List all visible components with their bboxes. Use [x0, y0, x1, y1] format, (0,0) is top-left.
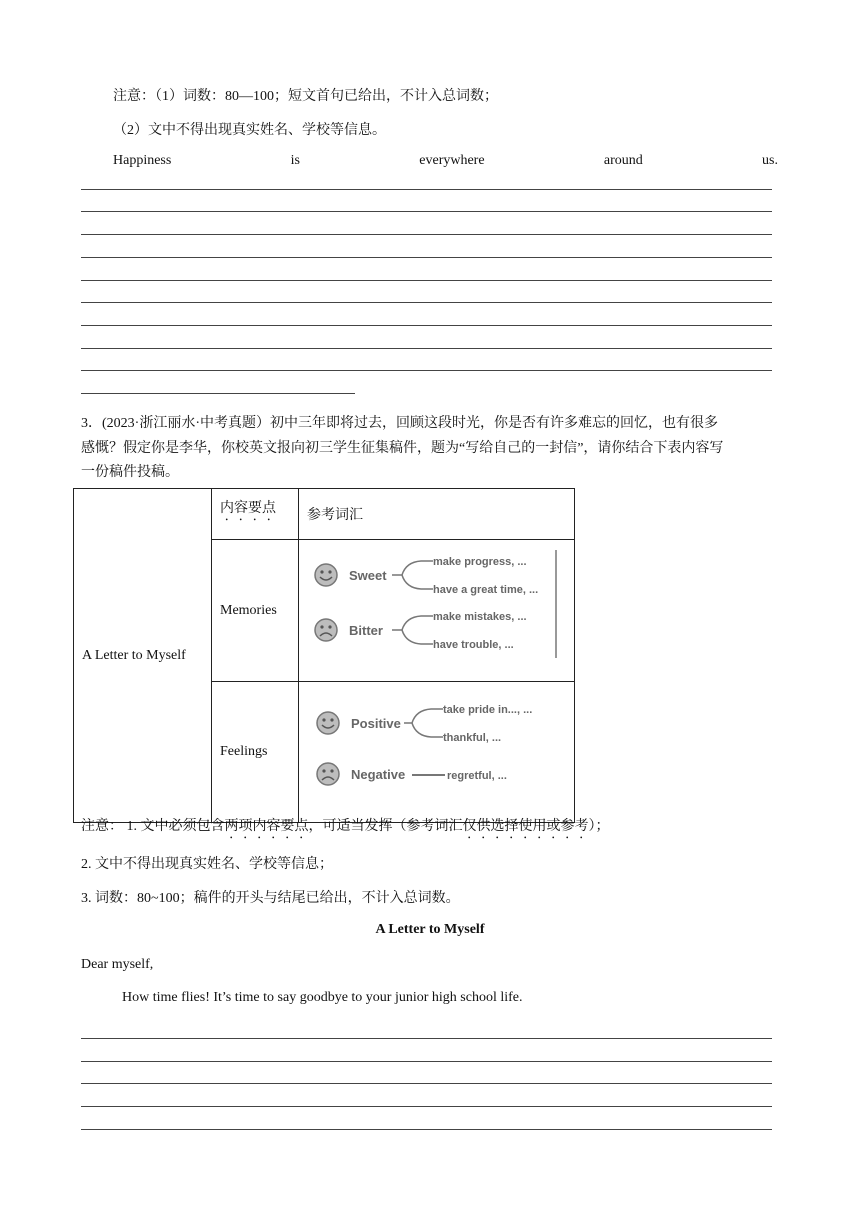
- table-header-points: 内容要点: [212, 489, 299, 540]
- table-topic: A Letter to Myself: [82, 647, 186, 663]
- frown-icon: [315, 619, 337, 641]
- memories-mindmap-cell: [299, 540, 575, 682]
- q3-note-1: 注意： 1. 文中必须包含两项内容要点，可适当发挥（参考词汇仅供选择使用或参考）；: [81, 819, 610, 834]
- writing-line[interactable]: [81, 257, 772, 258]
- table-header-vocab: 参考词汇: [299, 489, 575, 540]
- letter-salutation: Dear myself,: [81, 957, 154, 972]
- table-row-label: Feelings: [212, 682, 299, 823]
- vocab-item: regretful, ...: [447, 770, 507, 782]
- mood-label: Negative: [351, 767, 406, 782]
- writing-line[interactable]: [81, 211, 772, 212]
- writing-line[interactable]: [81, 189, 772, 190]
- writing-line[interactable]: [81, 1083, 772, 1084]
- feelings-mindmap-cell: [299, 682, 575, 823]
- first-sentence-word: everywhere: [419, 153, 485, 168]
- mood-label: Sweet: [349, 568, 387, 583]
- q3-prompt-line: 感慨？假定你是李华，你校英文报向初三学生征集稿件，题为“写给自己的一封信”，请你结合下表内容写: [81, 441, 724, 456]
- q3-note-2: 2. 文中不得出现真实姓名、学校等信息；: [81, 857, 333, 872]
- first-sentence-word: us.: [762, 153, 778, 168]
- writing-line[interactable]: [81, 302, 772, 303]
- first-sentence-word: around: [603, 153, 643, 168]
- writing-line[interactable]: [81, 1106, 772, 1107]
- letter-title: A Letter to Myself: [375, 922, 485, 937]
- writing-line[interactable]: [81, 234, 772, 235]
- first-sentence-word: Happiness: [113, 153, 172, 168]
- q3-note-3: 3. 词数：80~100；稿件的开头与结尾已给出，不计入总词数。: [81, 891, 460, 906]
- q2-first-sentence: [113, 153, 778, 169]
- table-topic-cell: [74, 489, 212, 823]
- table-row-label: Memories: [212, 540, 299, 682]
- memories-mindmap: [299, 540, 566, 676]
- mood-label: Positive: [351, 716, 401, 731]
- vocab-item: take pride in..., ...: [443, 704, 533, 716]
- writing-line[interactable]: [81, 370, 772, 371]
- writing-line[interactable]: [81, 1129, 772, 1130]
- vocab-item: make progress, ...: [433, 556, 527, 568]
- vocab-item: thankful, ...: [443, 732, 502, 744]
- reference-table: [73, 488, 575, 823]
- writing-line[interactable]: [81, 325, 772, 326]
- feelings-mindmap: [299, 682, 566, 817]
- vocab-item: make mistakes, ...: [433, 611, 527, 623]
- letter-opening: How time flies! It’s time to say goodbye to your junior high school life.: [122, 990, 523, 1005]
- q3-prompt-line: 一份稿件投稿。: [81, 465, 179, 480]
- writing-line[interactable]: [81, 1061, 772, 1062]
- q3-prompt-line: 3．(2023·浙江丽水·中考真题）初中三年即将过去，回顾这段时光，你是否有许多难忘的回忆，也有很多: [81, 416, 718, 431]
- mood-label: Bitter: [349, 623, 383, 638]
- writing-line[interactable]: [81, 393, 355, 394]
- vocab-item: have a great time, ...: [433, 584, 539, 596]
- smile-icon: [315, 564, 337, 586]
- q2-note-2: （2）文中不得出现真实姓名、学校等信息。: [113, 123, 386, 138]
- writing-line[interactable]: [81, 348, 772, 349]
- smile-icon: [317, 712, 339, 734]
- writing-line[interactable]: [81, 1038, 772, 1039]
- vocab-item: have trouble, ...: [433, 639, 514, 651]
- q2-note-1: 注意：（1）词数：80—100；短文首句已给出，不计入总词数；: [113, 89, 498, 104]
- writing-line[interactable]: [81, 280, 772, 281]
- first-sentence-word: is: [290, 153, 300, 168]
- frown-icon: [317, 763, 339, 785]
